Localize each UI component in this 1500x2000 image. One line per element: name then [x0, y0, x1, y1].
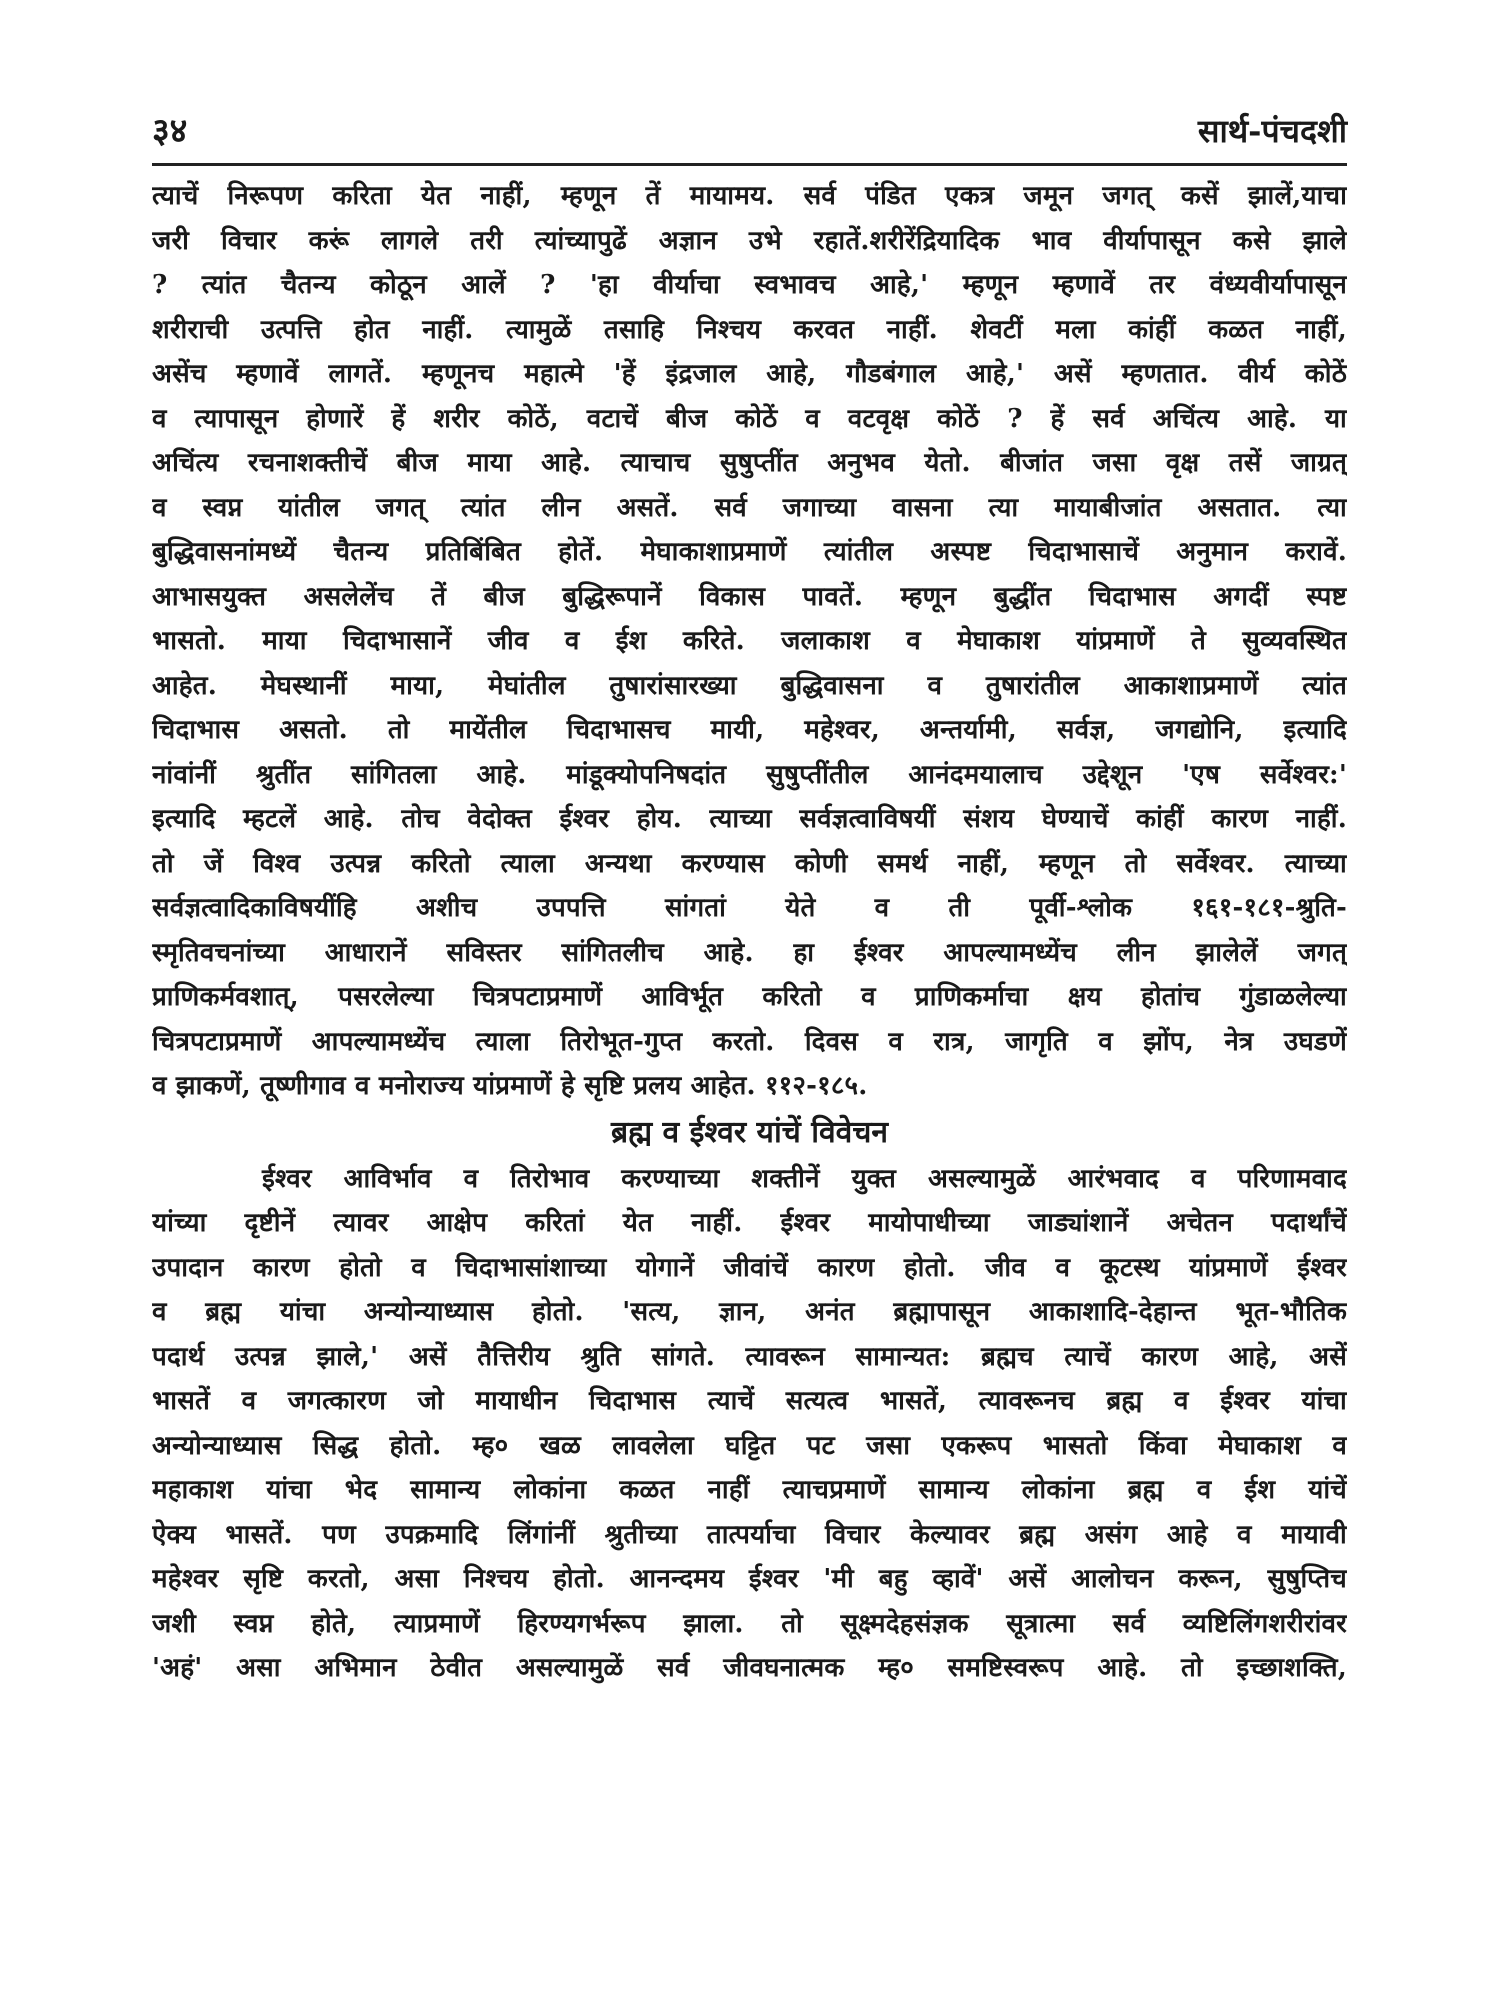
- text-line: शरीराची उत्पत्ति होत नाहीं. त्यामुळें तसाहि निश्चय करवत नाहीं. शेवटीं मला कांहीं कळत नाहीं,: [152, 314, 1347, 345]
- text-line: पदार्थ उत्पन्न झाले,' असें तैत्तिरीय श्रुति सांगते. त्यावरून सामान्यत: ब्रह्मच त्याचें कारण आहे, असें: [152, 1341, 1347, 1372]
- text-line: 'अहं' असा अभिमान ठेवीत असल्यामुळें सर्व जीवघनात्मक म्ह० समष्टिस्वरूप आहे. तो इच्छाशक्ति,: [152, 1653, 1347, 1683]
- paragraph-1: [152, 174, 1347, 1109]
- text-line: स्मृतिवचनांच्या आधारानें सविस्तर सांगितलीच आहे. हा ईश्वर आपल्यामध्येंच लीन झालेलें जगत्: [152, 937, 1347, 968]
- page-number: ३४: [152, 111, 188, 151]
- text-line: नांवांनीं श्रुतींत सांगितला आहे. मांडूक्योपनिषदांत सुषुप्तींतील आनंदमयालाच उद्देशून 'एष सर्वेश्वर:': [152, 759, 1347, 790]
- page-header: [152, 106, 1347, 156]
- text-line: व स्वप्न यांतील जगत् त्यांत लीन असतें. सर्व जगाच्या वासना त्या मायाबीजांत असतात. त्या: [152, 492, 1347, 523]
- text-line: ऐक्य भासतें. पण उपक्रमादि लिंगांनीं श्रुतीच्या तात्पर्याचा विचार केल्यावर ब्रह्म असंग आहे व मायावी: [152, 1519, 1347, 1550]
- header-rule: [152, 163, 1347, 166]
- text-line: व झाकणें, तूष्णीगाव व मनोराज्य यांप्रमाणें हे सृष्टि प्रलय आहेत. ११२-१८५.: [152, 1071, 868, 1101]
- text-line: असेंच म्हणावें लागतें. म्हणूनच महात्मे 'हें इंद्रजाल आहे, गौडबंगाल आहे,' असें म्हणतात. वीर्य कोठें: [152, 359, 1347, 389]
- text-line: यांच्या दृष्टीनें त्यावर आक्षेप करितां येत नाहीं. ईश्वर मायोपाधीच्या जाड्यांशानें अचेतन पदार्थांचें: [152, 1208, 1347, 1238]
- text-line: ? त्यांत चैतन्य कोठून आलें ? 'हा वीर्याचा स्वभावच आहे,' म्हणून म्हणावें तर वंध्यवीर्यापासून: [152, 270, 1347, 300]
- text-line: इत्यादि म्हटलें आहे. तोच वेदोक्त ईश्वर होय. त्याच्या सर्वज्ञत्वाविषयीं संशय घेण्याचें कांहीं कारण नाहीं.: [152, 804, 1347, 834]
- running-title: सार्थ-पंचदशी: [1197, 112, 1347, 150]
- text-line: उपादान कारण होतो व चिदाभासांशाच्या योगानें जीवांचें कारण होतो. जीव व कूटस्थ यांप्रमाणें ईश्वर: [152, 1252, 1347, 1283]
- text-line: अन्योन्याध्यास सिद्ध होतो. म्ह० खळ लावलेला घट्टित पट जसा एकरूप भासतो किंवा मेघाकाश व: [152, 1430, 1347, 1461]
- text-line: त्याचें निरूपण करिता येत नाहीं, म्हणून तें मायामय. सर्व पंडित एकत्र जमून जगत् कसें झालें,याचा: [152, 181, 1347, 211]
- text-line: महाकाश यांचा भेद सामान्य लोकांना कळत नाहीं त्याचप्रमाणें सामान्य लोकांना ब्रह्म व ईश यांचें: [152, 1475, 1347, 1505]
- text-line: व ब्रह्म यांचा अन्योन्याध्यास होतो. 'सत्य, ज्ञान, अनंत ब्रह्मापासून आकाशादि-देहान्त भूत-भौतिक: [152, 1297, 1347, 1327]
- text-line: बुद्धिवासनांमध्यें चैतन्य प्रतिबिंबित होतें. मेघाकाशाप्रमाणें त्यांतील अस्पष्ट चिदाभासाचें अनुमान करावें.: [152, 537, 1347, 567]
- text-line: आभासयुक्त असलेलेंच तें बीज बुद्धिरूपानें विकास पावतें. म्हणून बुद्धींत चिदाभास अगदीं स्पष्ट: [152, 581, 1347, 612]
- text-line: चिदाभास असतो. तो मायेंतील चिदाभासच मायी, महेश्वर, अन्तर्यामी, सर्वज्ञ, जगद्योनि, इत्यादि: [152, 715, 1347, 745]
- text-line: व त्यापासून होणारें हें शरीर कोठें, वटाचें बीज कोठें व वटवृक्ष कोठें ? हें सर्व अचिंत्य आहे. या: [152, 403, 1347, 434]
- page-body: [152, 174, 1347, 1691]
- text-line: जशी स्वप्न होते, त्याप्रमाणें हिरण्यगर्भरूप झाला. तो सूक्ष्मदेहसंज्ञक सूत्रात्मा सर्व व्यष्टिलिंगशरीरांवर: [152, 1608, 1347, 1639]
- text-line: महेश्वर सृष्टि करतो, असा निश्चय होतो. आनन्दमय ईश्वर 'मी बहु व्हावें' असें आलोचन करून, सुषुप्तिच: [152, 1564, 1347, 1594]
- text-line: प्राणिकर्मवशात्, पसरलेल्या चित्रपटाप्रमाणें आविर्भूत करितो व प्राणिकर्माचा क्षय होतांच गुंडाळलेल्या: [152, 982, 1347, 1012]
- text-line: भासतो. माया चिदाभासानें जीव व ईश करिते. जलाकाश व मेघाकाश यांप्रमाणें ते सुव्यवस्थित: [152, 626, 1347, 656]
- text-line: जरी विचार करूं लागले तरी त्यांच्यापुढें अज्ञान उभे रहातें.शरीरेंद्रियादिक भाव वीर्यापासून कसे झाले: [152, 225, 1347, 256]
- paragraph-2: [152, 1157, 1347, 1691]
- text-line: आहेत. मेघस्थानीं माया, मेघांतील तुषारांसारख्या बुद्धिवासना व तुषारांतील आकाशाप्रमाणें त्यांत: [152, 670, 1347, 701]
- text-line: चित्रपटाप्रमाणें आपल्यामध्येंच त्याला तिरोभूत-गुप्त करतो. दिवस व रात्र, जागृति व झोंप, नेत्र उघडणें: [152, 1026, 1347, 1057]
- text-line: ईश्वर आविर्भाव व तिरोभाव करण्याच्या शक्तीनें युक्त असल्यामुळें आरंभवाद व परिणामवाद: [262, 1163, 1347, 1194]
- text-line: अचिंत्य रचनाशक्तीचें बीज माया आहे. त्याचाच सुषुप्तींत अनुभव येतो. बीजांत जसा वृक्ष तसें जाग्रत्: [152, 448, 1347, 478]
- text-line: सर्वज्ञत्वादिकाविषयींहि अशीच उपपत्ति सांगतां येते व ती पूर्वी-श्लोक १६१-१८१-श्रुति-: [152, 893, 1347, 923]
- text-line: भासतें व जगत्कारण जो मायाधीन चिदाभास त्याचें सत्यत्व भासतें, त्यावरूनच ब्रह्म व ईश्वर यांचा: [152, 1386, 1347, 1416]
- section-heading: ब्रह्म व ईश्वर यांचें विवेचन: [610, 1114, 889, 1150]
- text-line: तो जें विश्व उत्पन्न करितो त्याला अन्यथा करण्यास कोणी समर्थ नाहीं, म्हणून तो सर्वेश्वर. त्याच्या: [152, 848, 1347, 879]
